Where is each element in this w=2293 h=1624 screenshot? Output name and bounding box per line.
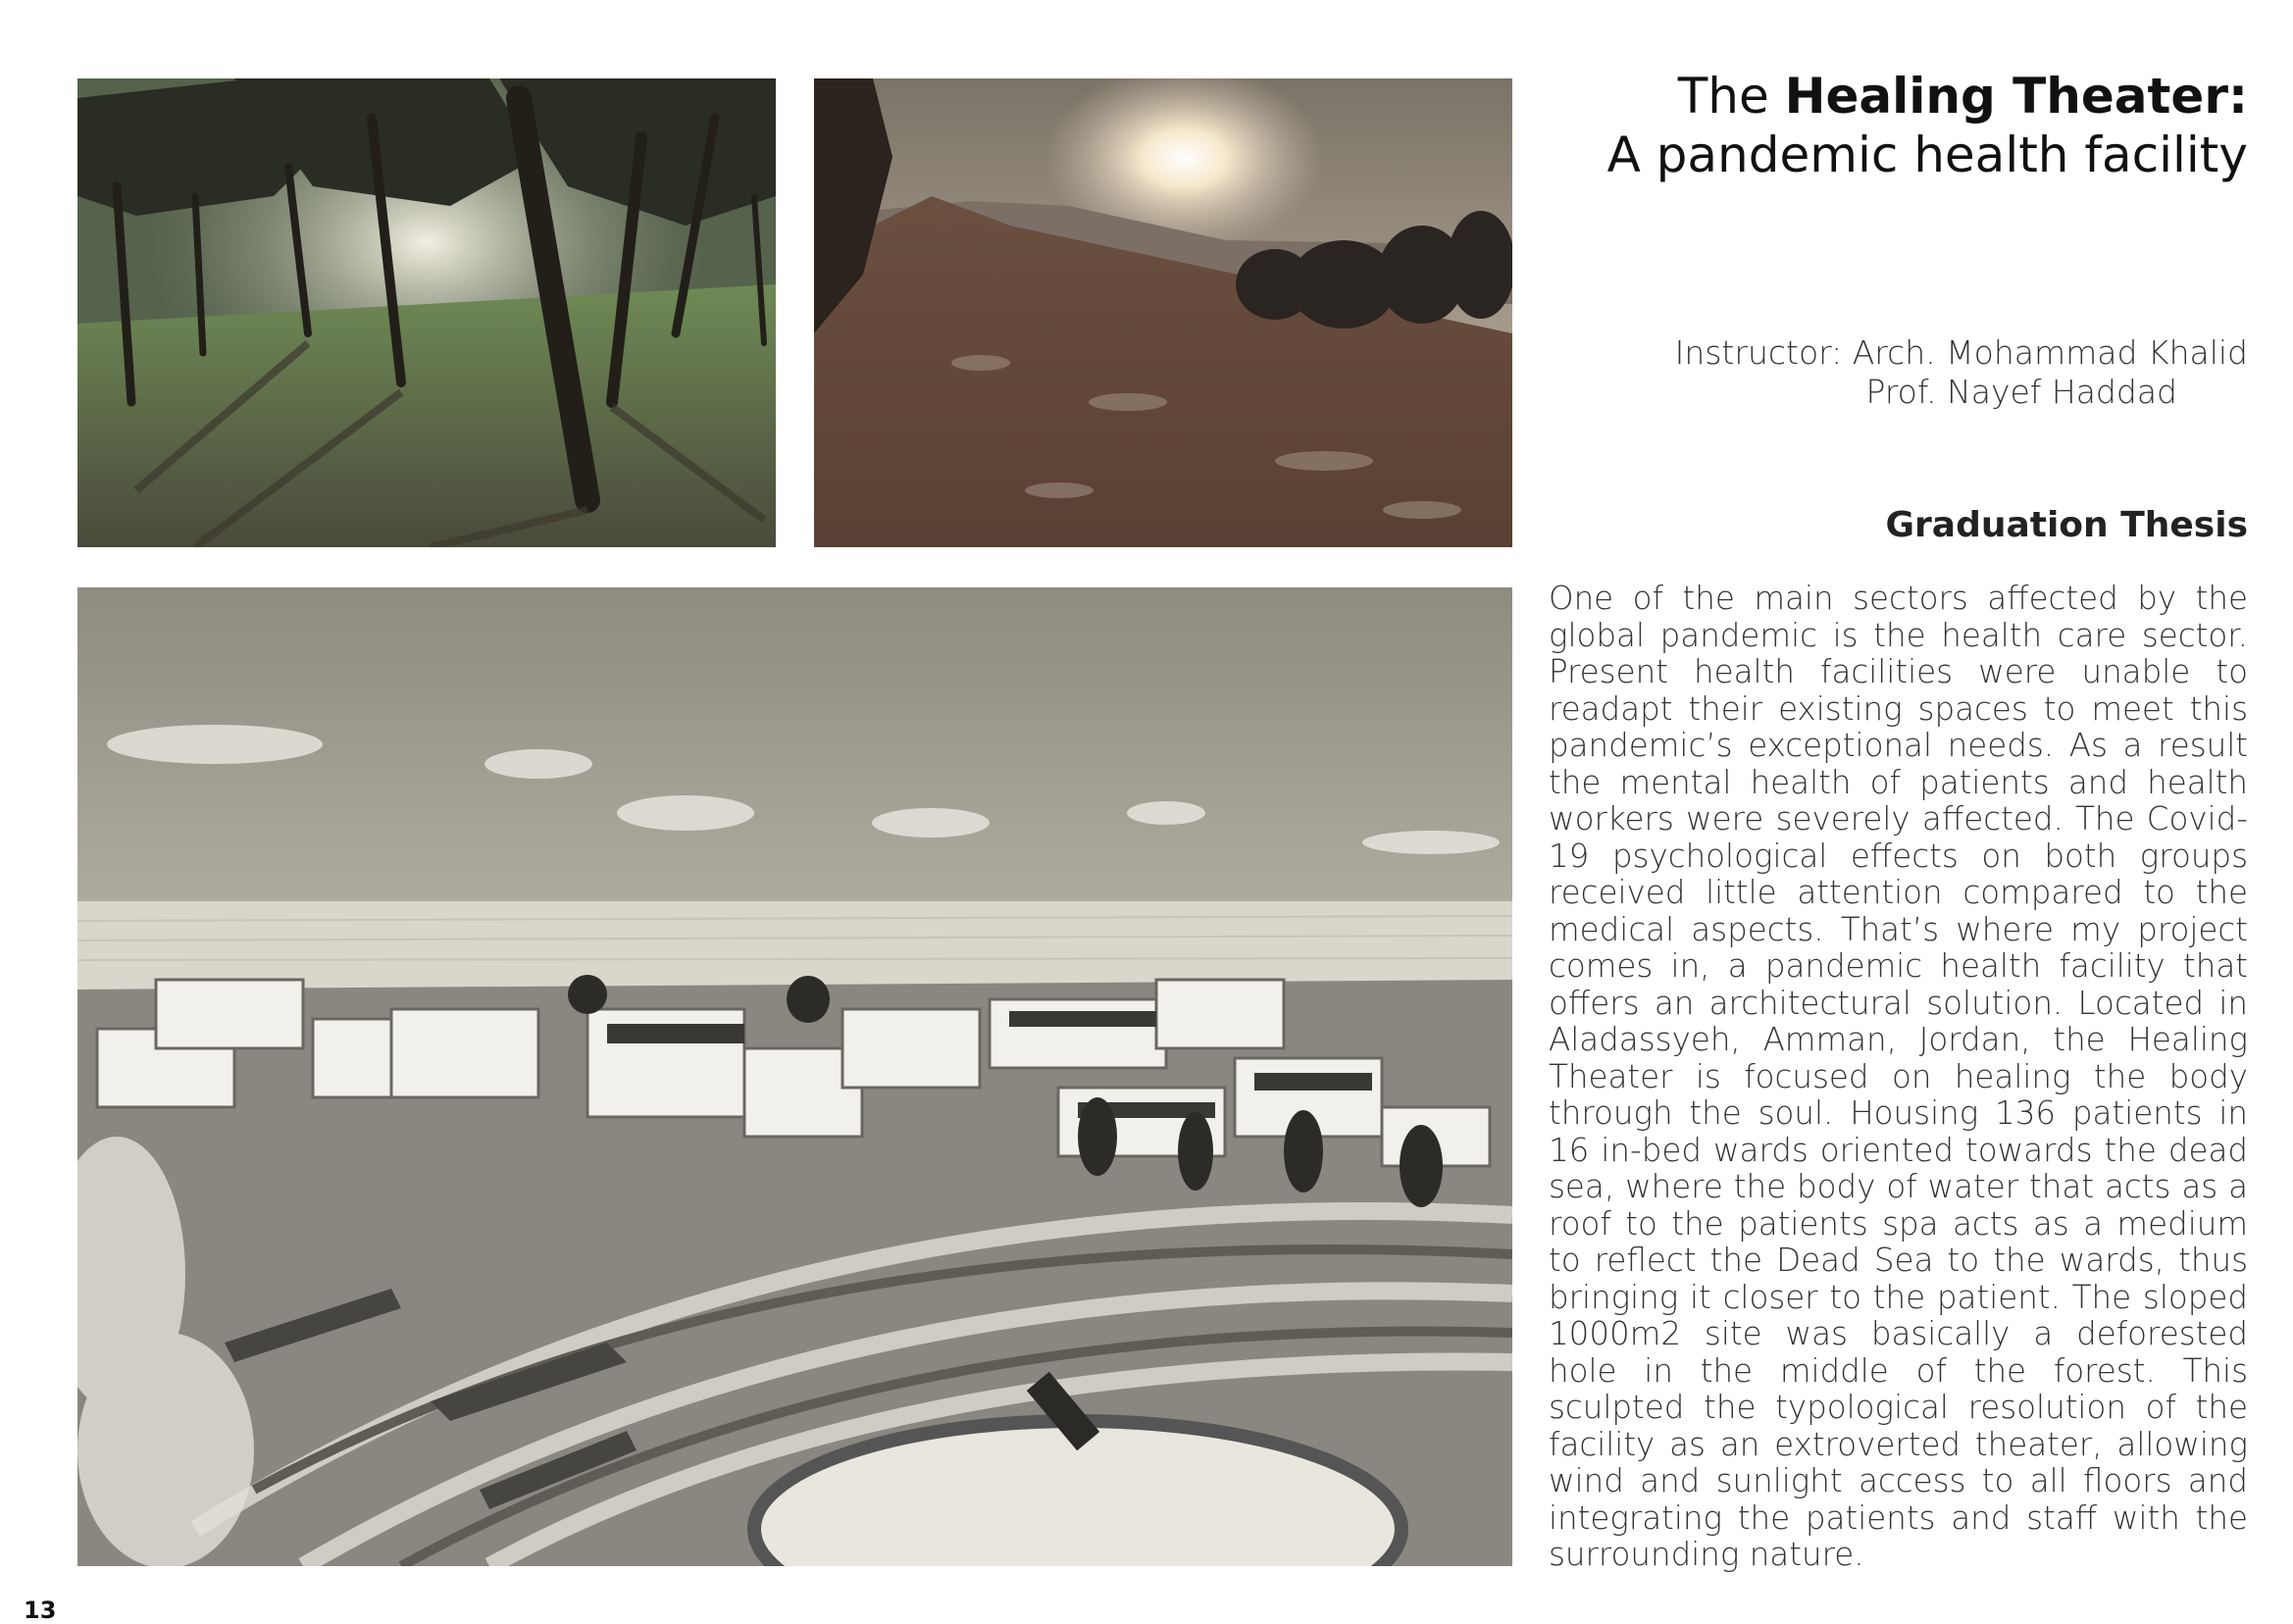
title-prefix: The — [1677, 68, 1785, 125]
forest-photo — [77, 78, 776, 547]
page-number: 13 — [24, 1597, 57, 1624]
section-heading: Graduation Thesis — [1885, 505, 2248, 545]
title-subtitle: A pandemic health facility — [1606, 127, 2248, 183]
instructor-line-2: Prof. Nayef Haddad — [1865, 373, 2177, 411]
page-title — [1365, 67, 2248, 184]
body-paragraph: One of the main sectors affected by the global pandemic is the health care sector. Present health facilities were unable to readapt their existing spaces to meet this pandemic’s exceptional needs. As a result the mental health of patients and health workers were severely affected. The Covid-19 psychological effects on both groups received little attention compared to the medical aspects. That’s where my project comes in, a pandemic health facility that offers an architectural solution. Located in Aladassyeh, Amman, Jordan, the Healing Theater is focused on healing the body through the soul. Housing 136 patients in 16 in-bed wards oriented towards the dead sea, where the body of water that acts as a roof to the patients spa acts as a medium to reflect the Dead Sea to the wards, thus bringing it closer to the patient. The sloped 1000m2 site was basically a deforested hole in the middle of the forest. This sculpted the typological resolution of the facility as an extroverted theater, allowing wind and sunlight access to all floors and integrating the patients and staff with the surrounding nature. — [1549, 580, 2248, 1573]
instructor-credits — [1561, 333, 2248, 412]
theater-render-image — [77, 587, 1512, 1566]
instructor-line-1: Instructor: Arch. Mohammad Khalid — [1674, 333, 2248, 372]
title-bold: Healing Theater: — [1784, 68, 2248, 125]
